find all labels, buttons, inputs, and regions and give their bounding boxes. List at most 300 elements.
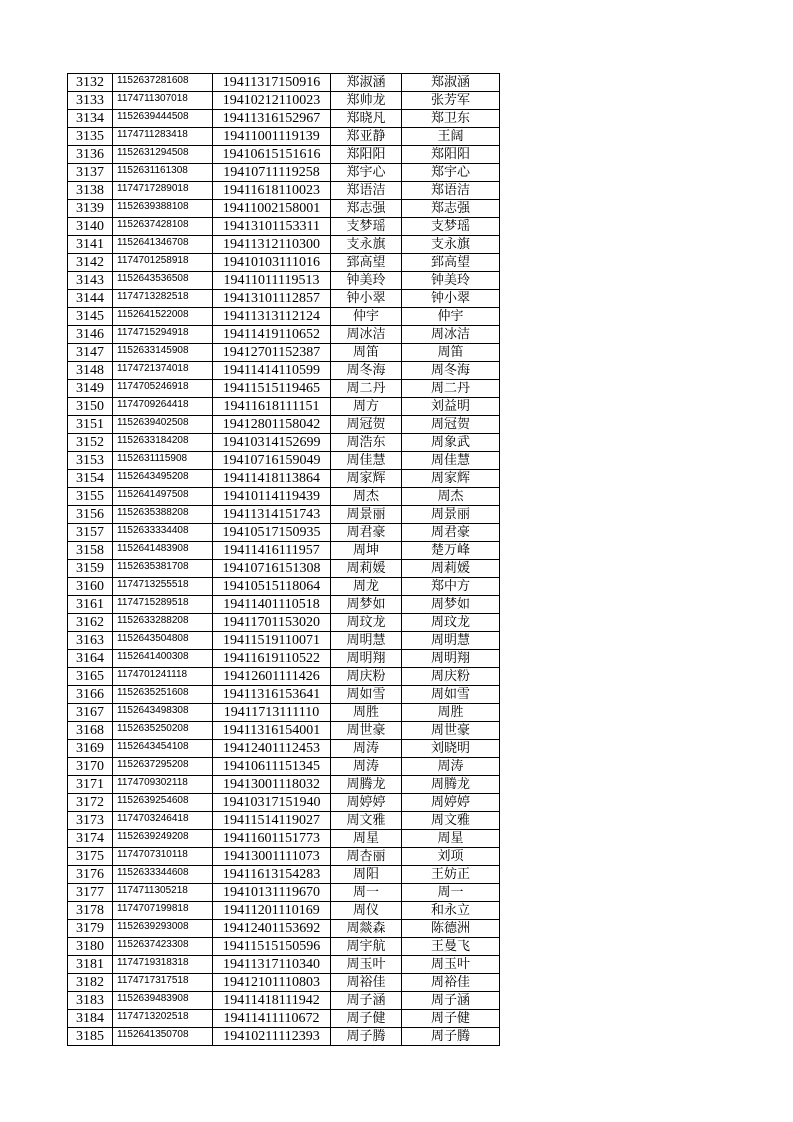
second-name-cell: 王妨正: [402, 866, 500, 884]
table-row: [68, 434, 500, 452]
row-number: 3182: [68, 974, 113, 992]
second-name-cell: 周二丹: [402, 380, 500, 398]
table-row: [68, 362, 500, 380]
id-number-cell: 19411619110522: [213, 650, 331, 668]
code-cell: 1152639483908: [113, 992, 213, 1010]
table-row: [68, 740, 500, 758]
row-number: 3169: [68, 740, 113, 758]
table-row: [68, 272, 500, 290]
second-name-cell: 周杰: [402, 488, 500, 506]
id-number-cell: 19411317150916: [213, 74, 331, 92]
table-row: [68, 974, 500, 992]
name-cell: 周裕佳: [331, 974, 402, 992]
second-name-cell: 周冠贺: [402, 416, 500, 434]
row-number: 3175: [68, 848, 113, 866]
code-cell: 1174713255518: [113, 578, 213, 596]
id-number-cell: 19412601111426: [213, 668, 331, 686]
name-cell: 周阳: [331, 866, 402, 884]
code-cell: 1152637423308: [113, 938, 213, 956]
table-row: [68, 218, 500, 236]
code-cell: 1152631161308: [113, 164, 213, 182]
second-name-cell: 仲宇: [402, 308, 500, 326]
id-number-cell: 19412401112453: [213, 740, 331, 758]
code-cell: 1152639293008: [113, 920, 213, 938]
name-cell: 周龙: [331, 578, 402, 596]
id-number-cell: 19411418111942: [213, 992, 331, 1010]
code-cell: 1152633145908: [113, 344, 213, 362]
name-cell: 郑志强: [331, 200, 402, 218]
table-row: [68, 884, 500, 902]
id-number-cell: 19410212110023: [213, 92, 331, 110]
code-cell: 1174709264418: [113, 398, 213, 416]
table-row: [68, 74, 500, 92]
second-name-cell: 周腾龙: [402, 776, 500, 794]
table-row: [68, 830, 500, 848]
second-name-cell: 周莉媛: [402, 560, 500, 578]
id-number-cell: 19411313112124: [213, 308, 331, 326]
name-cell: 周世豪: [331, 722, 402, 740]
second-name-cell: 周玉叶: [402, 956, 500, 974]
table-row: [68, 920, 500, 938]
code-cell: 1152639402508: [113, 416, 213, 434]
code-cell: 1152635250208: [113, 722, 213, 740]
second-name-cell: 周婷婷: [402, 794, 500, 812]
second-name-cell: 支永旗: [402, 236, 500, 254]
id-number-cell: 19411618111151: [213, 398, 331, 416]
row-number: 3176: [68, 866, 113, 884]
code-cell: 1174715294918: [113, 326, 213, 344]
row-number: 3154: [68, 470, 113, 488]
row-number: 3163: [68, 632, 113, 650]
row-number: 3143: [68, 272, 113, 290]
table-row: [68, 182, 500, 200]
row-number: 3138: [68, 182, 113, 200]
row-number: 3141: [68, 236, 113, 254]
code-cell: 1174703246418: [113, 812, 213, 830]
second-name-cell: 郑阳阳: [402, 146, 500, 164]
code-cell: 1152641497508: [113, 488, 213, 506]
row-number: 3150: [68, 398, 113, 416]
id-number-cell: 19411701153020: [213, 614, 331, 632]
name-cell: 钟小翠: [331, 290, 402, 308]
name-cell: 周仪: [331, 902, 402, 920]
id-number-cell: 19411411110672: [213, 1010, 331, 1028]
row-number: 3155: [68, 488, 113, 506]
code-cell: 1152637281608: [113, 74, 213, 92]
second-name-cell: 周梦如: [402, 596, 500, 614]
row-number: 3160: [68, 578, 113, 596]
second-name-cell: 周明慧: [402, 632, 500, 650]
second-name-cell: 周世豪: [402, 722, 500, 740]
name-cell: 郑语洁: [331, 182, 402, 200]
name-cell: 周子涵: [331, 992, 402, 1010]
row-number: 3164: [68, 650, 113, 668]
second-name-cell: 周文雅: [402, 812, 500, 830]
code-cell: 1174701258918: [113, 254, 213, 272]
second-name-cell: 钟小翠: [402, 290, 500, 308]
second-name-cell: 周裕佳: [402, 974, 500, 992]
name-cell: 支梦瑶: [331, 218, 402, 236]
table-row: [68, 938, 500, 956]
id-number-cell: 19410131119670: [213, 884, 331, 902]
name-cell: 周笛: [331, 344, 402, 362]
second-name-cell: 周子涵: [402, 992, 500, 1010]
id-number-cell: 19411418113864: [213, 470, 331, 488]
code-cell: 1152637295208: [113, 758, 213, 776]
id-number-cell: 19411414110599: [213, 362, 331, 380]
name-cell: 周涛: [331, 758, 402, 776]
id-number-cell: 19410114119439: [213, 488, 331, 506]
row-number: 3137: [68, 164, 113, 182]
name-cell: 周胜: [331, 704, 402, 722]
table-row: [68, 722, 500, 740]
second-name-cell: 郑宇心: [402, 164, 500, 182]
row-number: 3162: [68, 614, 113, 632]
name-cell: 周一: [331, 884, 402, 902]
table-row: [68, 1010, 500, 1028]
name-cell: 郑宇心: [331, 164, 402, 182]
id-number-cell: 19412401153692: [213, 920, 331, 938]
name-cell: 郑帅龙: [331, 92, 402, 110]
row-number: 3167: [68, 704, 113, 722]
row-number: 3168: [68, 722, 113, 740]
name-cell: 郑阳阳: [331, 146, 402, 164]
row-number: 3172: [68, 794, 113, 812]
name-cell: 周杰: [331, 488, 402, 506]
code-cell: 1152635381708: [113, 560, 213, 578]
id-number-cell: 19412701152387: [213, 344, 331, 362]
second-name-cell: 周明翔: [402, 650, 500, 668]
table-row: [68, 758, 500, 776]
code-cell: 1152633344608: [113, 866, 213, 884]
id-number-cell: 19411316153641: [213, 686, 331, 704]
row-number: 3158: [68, 542, 113, 560]
records-table: [67, 73, 500, 1046]
id-number-cell: 19411419110652: [213, 326, 331, 344]
table-row: [68, 452, 500, 470]
code-cell: 1152639388108: [113, 200, 213, 218]
table-row: [68, 776, 500, 794]
table-row: [68, 632, 500, 650]
row-number: 3132: [68, 74, 113, 92]
row-number: 3144: [68, 290, 113, 308]
code-cell: 1174701241118: [113, 668, 213, 686]
table-row: [68, 308, 500, 326]
table-row: [68, 92, 500, 110]
id-number-cell: 19411316152967: [213, 110, 331, 128]
name-cell: 周庆粉: [331, 668, 402, 686]
name-cell: 钟美玲: [331, 272, 402, 290]
name-cell: 周婷婷: [331, 794, 402, 812]
code-cell: 1152641400308: [113, 650, 213, 668]
table-row: [68, 200, 500, 218]
id-number-cell: 19411515119465: [213, 380, 331, 398]
id-number-cell: 19411519110071: [213, 632, 331, 650]
name-cell: 周玉叶: [331, 956, 402, 974]
name-cell: 周星: [331, 830, 402, 848]
table-row: [68, 344, 500, 362]
code-cell: 1174713202518: [113, 1010, 213, 1028]
table-row: [68, 848, 500, 866]
id-number-cell: 19411001119139: [213, 128, 331, 146]
code-cell: 1174711305218: [113, 884, 213, 902]
code-cell: 1152641346708: [113, 236, 213, 254]
second-name-cell: 刘项: [402, 848, 500, 866]
id-number-cell: 19413001111073: [213, 848, 331, 866]
table-row: [68, 542, 500, 560]
second-name-cell: 钟美玲: [402, 272, 500, 290]
second-name-cell: 周冰洁: [402, 326, 500, 344]
name-cell: 周君豪: [331, 524, 402, 542]
second-name-cell: 周景丽: [402, 506, 500, 524]
second-name-cell: 周家辉: [402, 470, 500, 488]
code-cell: 1174711283418: [113, 128, 213, 146]
name-cell: 周如雪: [331, 686, 402, 704]
second-name-cell: 郑淑涵: [402, 74, 500, 92]
name-cell: 周文雅: [331, 812, 402, 830]
id-number-cell: 19411613154283: [213, 866, 331, 884]
code-cell: 1174717289018: [113, 182, 213, 200]
row-number: 3133: [68, 92, 113, 110]
code-cell: 1174713282518: [113, 290, 213, 308]
table-row: [68, 164, 500, 182]
second-name-cell: 周佳慧: [402, 452, 500, 470]
name-cell: 周玟龙: [331, 614, 402, 632]
table-row: [68, 596, 500, 614]
code-cell: 1174709302118: [113, 776, 213, 794]
code-cell: 1152633184208: [113, 434, 213, 452]
name-cell: 周明翔: [331, 650, 402, 668]
row-number: 3179: [68, 920, 113, 938]
name-cell: 郑晓凡: [331, 110, 402, 128]
table-row: [68, 416, 500, 434]
id-number-cell: 19411514119027: [213, 812, 331, 830]
row-number: 3157: [68, 524, 113, 542]
second-name-cell: 郑中方: [402, 578, 500, 596]
id-number-cell: 19410711119258: [213, 164, 331, 182]
table-row: [68, 470, 500, 488]
name-cell: 周方: [331, 398, 402, 416]
row-number: 3174: [68, 830, 113, 848]
name-cell: 周腾龙: [331, 776, 402, 794]
row-number: 3142: [68, 254, 113, 272]
code-cell: 1152643504808: [113, 632, 213, 650]
row-number: 3173: [68, 812, 113, 830]
table-row: [68, 110, 500, 128]
table-row: [68, 668, 500, 686]
row-number: 3166: [68, 686, 113, 704]
row-number: 3152: [68, 434, 113, 452]
id-number-cell: 19410515118064: [213, 578, 331, 596]
name-cell: 周明慧: [331, 632, 402, 650]
row-number: 3178: [68, 902, 113, 920]
code-cell: 1152643454108: [113, 740, 213, 758]
code-cell: 1152641522008: [113, 308, 213, 326]
name-cell: 周冰洁: [331, 326, 402, 344]
second-name-cell: 郑志强: [402, 200, 500, 218]
name-cell: 周家辉: [331, 470, 402, 488]
table-row: [68, 1028, 500, 1046]
row-number: 3183: [68, 992, 113, 1010]
row-number: 3171: [68, 776, 113, 794]
name-cell: 周景丽: [331, 506, 402, 524]
name-cell: 周燚森: [331, 920, 402, 938]
name-cell: 周冬海: [331, 362, 402, 380]
id-number-cell: 19410615151616: [213, 146, 331, 164]
table-row: [68, 524, 500, 542]
code-cell: 1174705246918: [113, 380, 213, 398]
name-cell: 周浩东: [331, 434, 402, 452]
second-name-cell: 楚万峰: [402, 542, 500, 560]
row-number: 3135: [68, 128, 113, 146]
code-cell: 1174719318318: [113, 956, 213, 974]
name-cell: 周子腾: [331, 1028, 402, 1046]
second-name-cell: 王阔: [402, 128, 500, 146]
row-number: 3185: [68, 1028, 113, 1046]
id-number-cell: 19411201110169: [213, 902, 331, 920]
second-name-cell: 郑语洁: [402, 182, 500, 200]
code-cell: 1174721374018: [113, 362, 213, 380]
second-name-cell: 周涛: [402, 758, 500, 776]
table-row: [68, 794, 500, 812]
id-number-cell: 19410517150935: [213, 524, 331, 542]
id-number-cell: 19411416111957: [213, 542, 331, 560]
row-number: 3134: [68, 110, 113, 128]
second-name-cell: 刘晓明: [402, 740, 500, 758]
row-number: 3165: [68, 668, 113, 686]
code-cell: 1152639249208: [113, 830, 213, 848]
second-name-cell: 周笛: [402, 344, 500, 362]
id-number-cell: 19413101153311: [213, 218, 331, 236]
name-cell: 郅高望: [331, 254, 402, 272]
code-cell: 1174715289518: [113, 596, 213, 614]
name-cell: 郑淑涵: [331, 74, 402, 92]
table-row: [68, 236, 500, 254]
table-row: [68, 686, 500, 704]
id-number-cell: 19411011119513: [213, 272, 331, 290]
code-cell: 1174707310118: [113, 848, 213, 866]
id-number-cell: 19410103111016: [213, 254, 331, 272]
second-name-cell: 周如雪: [402, 686, 500, 704]
row-number: 3149: [68, 380, 113, 398]
id-number-cell: 19410211112393: [213, 1028, 331, 1046]
code-cell: 1152641350708: [113, 1028, 213, 1046]
name-cell: 支永旗: [331, 236, 402, 254]
table-row: [68, 506, 500, 524]
row-number: 3181: [68, 956, 113, 974]
row-number: 3184: [68, 1010, 113, 1028]
name-cell: 周莉媛: [331, 560, 402, 578]
code-cell: 1152637428108: [113, 218, 213, 236]
second-name-cell: 周玟龙: [402, 614, 500, 632]
code-cell: 1152639254608: [113, 794, 213, 812]
row-number: 3177: [68, 884, 113, 902]
id-number-cell: 19411713111110: [213, 704, 331, 722]
row-number: 3159: [68, 560, 113, 578]
table-row: [68, 614, 500, 632]
second-name-cell: 郅高望: [402, 254, 500, 272]
name-cell: 周冠贺: [331, 416, 402, 434]
table-row: [68, 398, 500, 416]
second-name-cell: 刘益明: [402, 398, 500, 416]
table-row: [68, 704, 500, 722]
table-row: [68, 290, 500, 308]
table-row: [68, 902, 500, 920]
row-number: 3156: [68, 506, 113, 524]
code-cell: 1152643495208: [113, 470, 213, 488]
row-number: 3147: [68, 344, 113, 362]
second-name-cell: 陈德洲: [402, 920, 500, 938]
id-number-cell: 19411401110518: [213, 596, 331, 614]
id-number-cell: 19411317110340: [213, 956, 331, 974]
name-cell: 周宇航: [331, 938, 402, 956]
row-number: 3180: [68, 938, 113, 956]
table-row: [68, 146, 500, 164]
second-name-cell: 周冬海: [402, 362, 500, 380]
second-name-cell: 郑卫东: [402, 110, 500, 128]
name-cell: 周佳慧: [331, 452, 402, 470]
table-row: [68, 326, 500, 344]
row-number: 3153: [68, 452, 113, 470]
table-row: [68, 488, 500, 506]
second-name-cell: 周象武: [402, 434, 500, 452]
table-row: [68, 560, 500, 578]
id-number-cell: 19411515150596: [213, 938, 331, 956]
id-number-cell: 19410317151940: [213, 794, 331, 812]
code-cell: 1152635251608: [113, 686, 213, 704]
code-cell: 1152641483908: [113, 542, 213, 560]
row-number: 3146: [68, 326, 113, 344]
code-cell: 1152631115908: [113, 452, 213, 470]
id-number-cell: 19411002158001: [213, 200, 331, 218]
code-cell: 1152635388208: [113, 506, 213, 524]
id-number-cell: 19413101112857: [213, 290, 331, 308]
id-number-cell: 19411618110023: [213, 182, 331, 200]
name-cell: 周二丹: [331, 380, 402, 398]
id-number-cell: 19412101110803: [213, 974, 331, 992]
second-name-cell: 周君豪: [402, 524, 500, 542]
name-cell: 周涛: [331, 740, 402, 758]
id-number-cell: 19410314152699: [213, 434, 331, 452]
name-cell: 周坤: [331, 542, 402, 560]
name-cell: 周梦如: [331, 596, 402, 614]
row-number: 3145: [68, 308, 113, 326]
id-number-cell: 19410716159049: [213, 452, 331, 470]
code-cell: 1152643536508: [113, 272, 213, 290]
code-cell: 1152633288208: [113, 614, 213, 632]
second-name-cell: 周胜: [402, 704, 500, 722]
code-cell: 1174717317518: [113, 974, 213, 992]
second-name-cell: 支梦瑶: [402, 218, 500, 236]
table-row: [68, 812, 500, 830]
id-number-cell: 19411316154001: [213, 722, 331, 740]
row-number: 3139: [68, 200, 113, 218]
table-row: [68, 866, 500, 884]
id-number-cell: 19410611151345: [213, 758, 331, 776]
code-cell: 1152631294508: [113, 146, 213, 164]
table-row: [68, 254, 500, 272]
row-number: 3136: [68, 146, 113, 164]
table-row: [68, 956, 500, 974]
code-cell: 1152633334408: [113, 524, 213, 542]
second-name-cell: 周庆粉: [402, 668, 500, 686]
id-number-cell: 19410716151308: [213, 560, 331, 578]
id-number-cell: 19413001118032: [213, 776, 331, 794]
table-row: [68, 650, 500, 668]
row-number: 3151: [68, 416, 113, 434]
code-cell: 1174707199818: [113, 902, 213, 920]
table-row: [68, 992, 500, 1010]
